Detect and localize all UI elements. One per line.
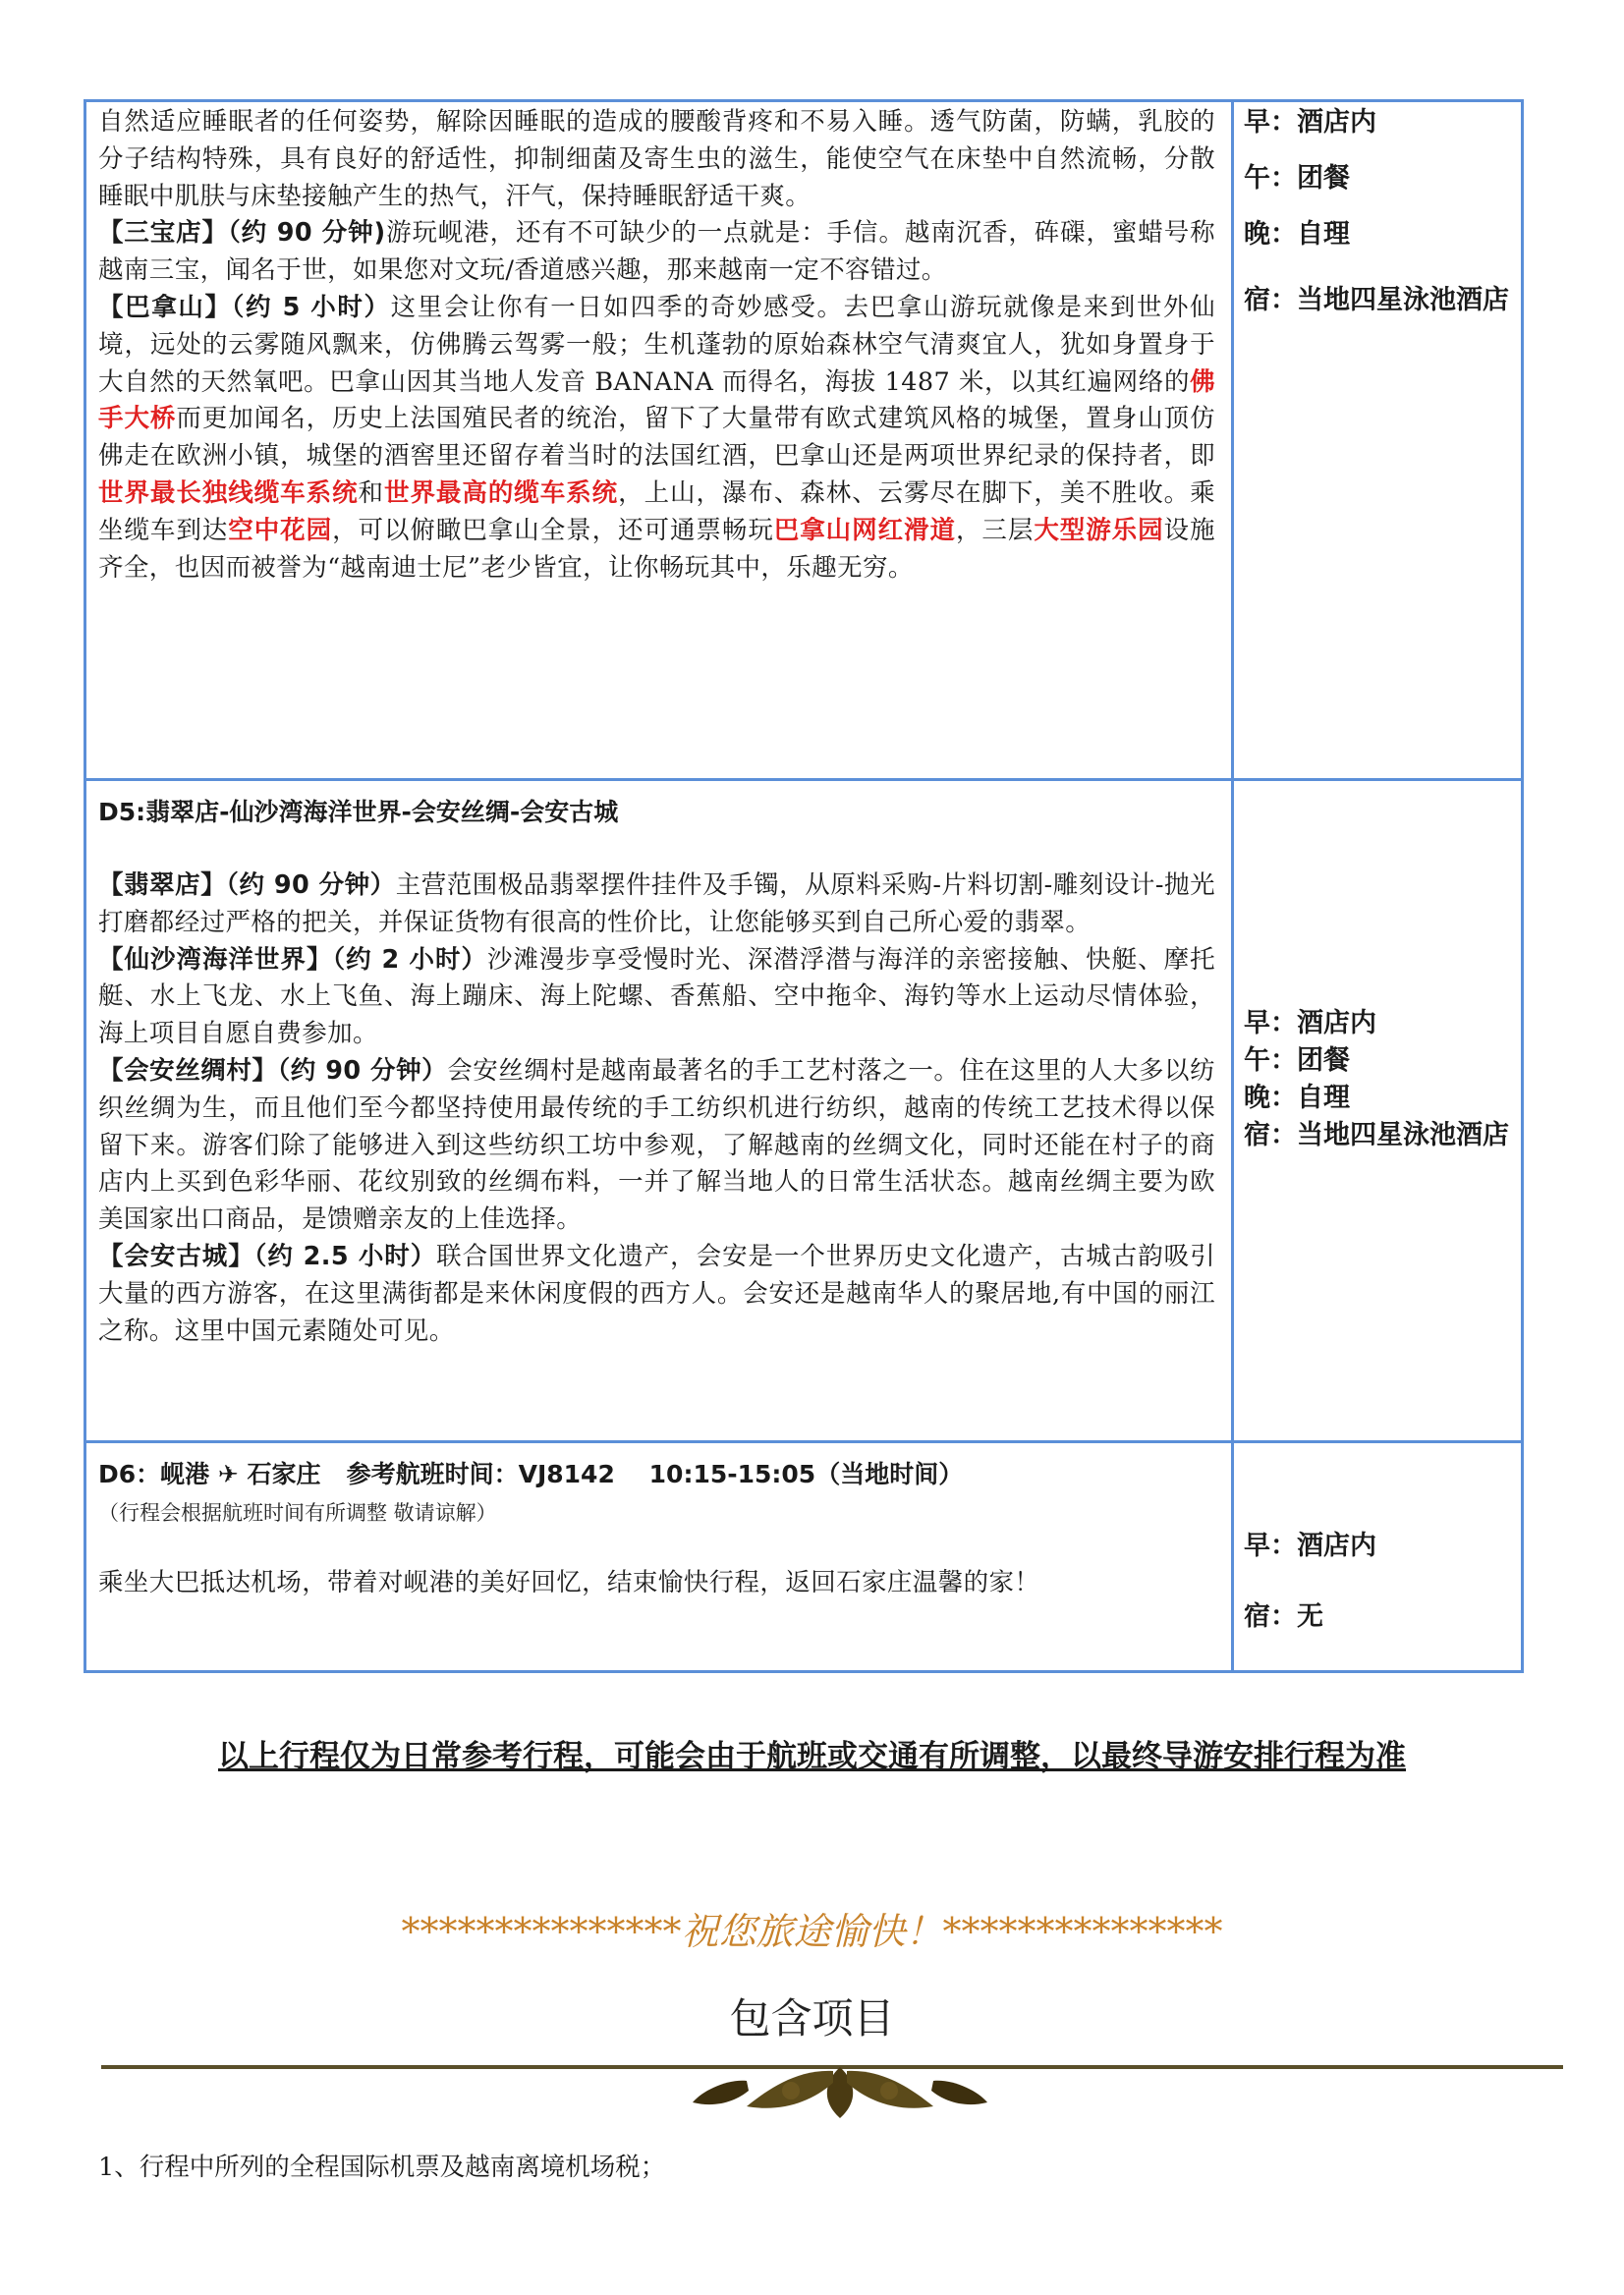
- included-item-1: 1、行程中所列的全程国际机票及越南离境机场税；: [98, 2153, 666, 2182]
- silk-label: 【会安丝绸村】: [98, 1055, 278, 1086]
- highlight-highest-cable: 世界最高的缆车系统: [384, 477, 619, 508]
- day4-meals: [1234, 102, 1521, 778]
- day6-row: [84, 1440, 1524, 1673]
- meal-breakfast: 早：酒店内: [1244, 107, 1376, 138]
- oldtown-label: 【会安古城】: [98, 1241, 254, 1271]
- meal-breakfast: 早：酒店内: [1244, 1531, 1376, 1561]
- day6-title: D6：岘港 ✈ 石家庄 参考航班时间：VJ8142 10:15-15:05（当地时间）: [98, 1460, 964, 1488]
- silk-time: （约 90 分钟）: [277, 1055, 448, 1086]
- day6-text: 乘坐大巴抵达机场，带着对岘港的美好回忆，结束愉快行程，返回石家庄温馨的家！: [98, 1568, 1040, 1597]
- ocean-time: （约 2 小时）: [332, 944, 487, 975]
- highlight-amusement-park: 大型游乐园: [1034, 515, 1164, 545]
- silk-paragraph: 【会安丝绸村】（约 90 分钟）会安丝绸村是越南最著名的手工艺村落之一。住在这里的人大多以纺织丝绸为生，而且他们至今都坚持使用最传统的手工纺织机进行纺织，越南的传统工艺技术得以保留下来。游客们除了能够进入到这些纺织工坊中参观，了解越南的丝绸文化，同时还能在村子的商店内上买到色彩华丽、花纹别致的丝绸布料，一并了解当地人的日常生活状态。越南丝绸主要为欧美国家出口商品，是馈赠亲友的上佳选择。: [98, 1055, 1215, 1235]
- day5-meals: [1234, 781, 1521, 1440]
- meal-hotel: 宿：无: [1244, 1601, 1323, 1632]
- meal-hotel: 宿：当地四星泳池酒店: [1244, 285, 1509, 315]
- included-items-title: 包含项目: [729, 1994, 895, 2043]
- jade-paragraph: 【翡翠店】（约 90 分钟）主营范围极品翡翠摆件挂件及手镯，从原料采购-片料切割-雕刻设计-抛光打磨都经过严格的把关，并保证货物有很高的性价比，让您能够买到自己所心爱的翡翠。: [98, 870, 1215, 937]
- day5-description: [86, 781, 1234, 1440]
- day6-description: [86, 1443, 1234, 1670]
- day4-description: [86, 102, 1234, 778]
- mattress-paragraph: 自然适应睡眠者的任何姿势，解除因睡眠的造成的腰酸背疼和不易入睡。透气防菌，防螨，乳胶的分子结构特殊，具有良好的舒适性，抑制细菌及寄生虫的滋生，能使空气在床垫中自然流畅，分散睡眠中肌肤与床垫接触产生的热气，汗气，保持睡眠舒适干爽。: [98, 107, 1215, 211]
- day5-title: D5:翡翠店-仙沙湾海洋世界-会安丝绸-会安古城: [98, 798, 619, 826]
- bana-label: 【巴拿山】: [98, 292, 232, 322]
- highlight-sky-garden: 空中花园: [228, 515, 333, 545]
- highlight-longest-cable: 世界最长独线缆车系统: [98, 477, 359, 508]
- oldtown-time: （约 2.5 小时）: [253, 1241, 437, 1271]
- wish-banner: ***************祝您旅途愉快！***************: [401, 1910, 1223, 1953]
- highlight-golden-bridge: 佛手大桥: [98, 366, 1215, 434]
- meal-dinner: 晚：自理: [1244, 1083, 1350, 1113]
- sanbao-time: （约 90 分钟): [227, 218, 386, 249]
- oldtown-paragraph: 【会安古城】（约 2.5 小时）联合国世界文化遗产，会安是一个世界历史文化遗产，古城古韵吸引大量的西方游客，在这里满街都是来休闲度假的西方人。会安还是越南华人的聚居地,有中国的丽江之称。这里中国元素随处可见。: [98, 1241, 1215, 1346]
- itinerary-table: [84, 99, 1524, 1703]
- bana-paragraph: 【巴拿山】（约 5 小时）这里会让你有一日如四季的奇妙感受。去巴拿山游玩就像是来到世外仙境，远处的云雾随风飘来，仿佛腾云驾雾一般；生机蓬勃的原始森林空气清爽宜人，犹如身置身于大自然的天然氧吧。巴拿山因其当地人发音 BANANA 而得名，海拔 1487 米，以其红遍网络的佛手大桥而更加闻名，历史上法国殖民者的统治，留下了大量带有欧式建筑风格的城堡，置身山顶仿佛走在欧洲小镇，城堡的酒窖里还留存着当时的法国红酒，巴拿山还是两项世界纪录的保持者，即世界最长独线缆车系统和世界最高的缆车系统，上山，瀑布、森林、云雾尽在脚下，美不胜收。乘坐缆车到达空中花园，可以俯瞰巴拿山全景，还可通票畅玩巴拿山网红滑道，三层大型游乐园设施齐全，也因而被誉为“越南迪士尼”老少皆宜，让你畅玩其中，乐趣无穷。: [98, 292, 1215, 583]
- ocean-label: 【仙沙湾海洋世界】: [98, 944, 333, 975]
- day5-row: [84, 778, 1524, 1443]
- ocean-paragraph: 【仙沙湾海洋世界】（约 2 小时）沙滩漫步享受慢时光、深潜浮潜与海洋的亲密接触、快艇、摩托艇、水上飞龙、水上飞鱼、海上蹦床、海上陀螺、香蕉船、空中拖伞、海钓等水上运动尽情体验，海上项目自愿自费参加。: [98, 944, 1215, 1049]
- day6-meals: [1234, 1443, 1521, 1670]
- jade-label: 【翡翠店】: [98, 870, 227, 900]
- meal-hotel: 宿：当地四星泳池酒店: [1244, 1120, 1509, 1150]
- jade-time: （约 90 分钟）: [226, 870, 396, 900]
- meal-breakfast: 早：酒店内: [1244, 1008, 1376, 1038]
- meal-lunch: 午：团餐: [1244, 1045, 1350, 1076]
- sanbao-paragraph: 【三宝店】（约 90 分钟)游玩岘港，还有不可缺少的一点就是：手信。越南沉香，砗磲，蜜蜡号称越南三宝，闻名于世，如果您对文玩/香道感兴趣，那来越南一定不容错过。: [98, 218, 1215, 286]
- meal-lunch: 午：团餐: [1244, 163, 1350, 194]
- itinerary-disclaimer: 以上行程仅为日常参考行程，可能会由于航班或交通有所调整，以最终导游安排行程为准: [218, 1739, 1406, 1774]
- floral-ornament-icon: [688, 2061, 992, 2124]
- bana-time: （约 5 小时）: [231, 292, 391, 322]
- highlight-slide: 巴拿山网红滑道: [773, 515, 956, 545]
- sanbao-label: 【三宝店】: [98, 218, 228, 249]
- flight-adjust-note: （行程会根据航班时间有所调整 敬请谅解）: [98, 1501, 497, 1525]
- day4-row: [84, 99, 1524, 781]
- meal-dinner: 晚：自理: [1244, 219, 1350, 250]
